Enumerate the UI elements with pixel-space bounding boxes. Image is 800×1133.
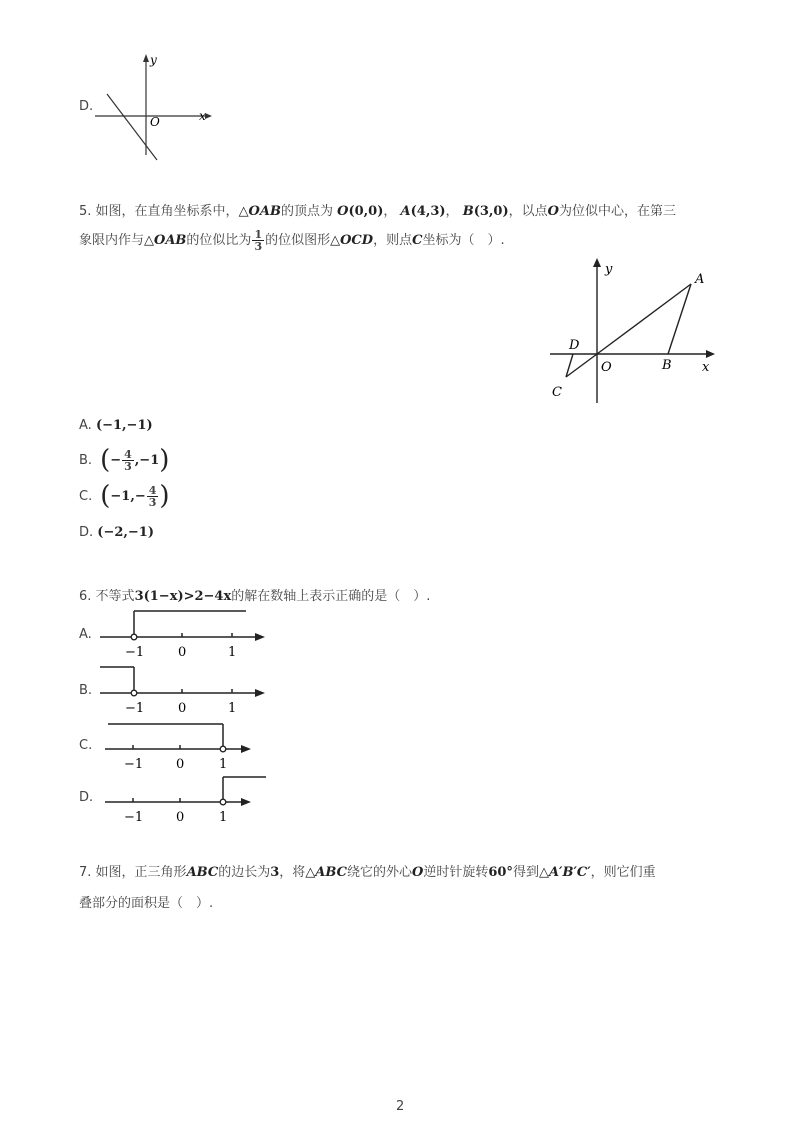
q5-option-c[interactable] bbox=[79, 479, 170, 513]
q6-option-b-tick: 0 bbox=[178, 701, 187, 716]
q6-option-c-tick: −1 bbox=[124, 757, 144, 772]
q5-text: 的位似比为 bbox=[186, 233, 252, 248]
page-number: 2 bbox=[396, 1099, 405, 1114]
q7-number: 7. bbox=[79, 865, 92, 880]
q5-figure bbox=[545, 255, 720, 407]
q5-text: 坐标为（ ）. bbox=[422, 233, 505, 248]
q5-line-1 bbox=[79, 200, 676, 219]
q5-option-b-fraction: $\frac{4}{3}$ bbox=[124, 447, 132, 473]
q7-text: ，则它们重 bbox=[590, 865, 656, 880]
q5-option-a[interactable] bbox=[79, 418, 153, 433]
q7-text: 的边长为 bbox=[218, 865, 271, 880]
q7-text: ，将 bbox=[279, 865, 306, 880]
q5-coord-a: (4,3) bbox=[410, 204, 446, 219]
q5-label-b: B bbox=[662, 358, 672, 373]
q6-option-c-label[interactable]: C. bbox=[79, 738, 93, 753]
q4-axis-x-label: x bbox=[199, 109, 206, 123]
q7-tri-abc: △ABC bbox=[305, 865, 347, 880]
q6-option-b-tick: 1 bbox=[228, 701, 237, 716]
q7-abc: ABC bbox=[186, 865, 219, 880]
q5-text: ，以点 bbox=[508, 204, 548, 219]
q7-text: 如图，正三角形 bbox=[95, 865, 187, 880]
q6-option-a-tick: 1 bbox=[228, 645, 237, 660]
q5-option-c-lparen: ( bbox=[100, 481, 111, 511]
q5-option-d[interactable] bbox=[79, 525, 154, 540]
q7-text: 绕它的外心 bbox=[346, 865, 412, 880]
q5-text: 象限内作与 bbox=[79, 233, 145, 248]
q6-option-b-tick: −1 bbox=[125, 701, 145, 716]
q6-option-d-numberline bbox=[100, 770, 270, 825]
q6-text: 不等式 bbox=[95, 589, 135, 604]
q6-option-d-tick: 0 bbox=[176, 810, 185, 825]
q6-stem bbox=[79, 585, 430, 604]
q5-option-c-fraction: $\frac{4}{3}$ bbox=[148, 483, 157, 509]
q5-line-2 bbox=[79, 229, 505, 252]
q5-tri-oab-2: △OAB bbox=[144, 233, 187, 248]
q4-axis-y-label: y bbox=[150, 53, 157, 67]
q5-option-b-neg: − bbox=[110, 452, 122, 468]
q5-option-b[interactable] bbox=[79, 443, 169, 477]
q7-line-1 bbox=[79, 861, 656, 880]
q6-option-d-tick: −1 bbox=[124, 810, 144, 825]
q7-text: 逆时针旋转 bbox=[423, 865, 489, 880]
q6-option-a-tick: 0 bbox=[178, 645, 187, 660]
q5-axis-y-label: y bbox=[605, 262, 613, 277]
q5-label-o: O bbox=[601, 360, 612, 375]
q6-option-b-numberline bbox=[95, 661, 275, 716]
q5-coord-o: (0,0) bbox=[348, 204, 384, 219]
q5-center-o: O bbox=[547, 204, 559, 219]
q6-option-c-tick: 1 bbox=[219, 757, 228, 772]
q5-option-d-label: D. bbox=[79, 525, 94, 540]
q5-text: 为位似中心，在第三 bbox=[558, 204, 676, 219]
q5-sep: ， bbox=[445, 204, 459, 219]
q6-option-c-numberline bbox=[100, 717, 265, 772]
q5-text: 的位似图形 bbox=[265, 233, 331, 248]
q5-coord-b: (3,0) bbox=[473, 204, 509, 219]
q7-tri-prime: △A′B′C′ bbox=[538, 865, 591, 880]
q5-option-c-label: C. bbox=[79, 488, 93, 504]
q7-side-length: 3 bbox=[270, 865, 280, 880]
q5-point-c: C bbox=[412, 233, 423, 248]
q7-line-2: 叠部分的面积是（ ）. bbox=[79, 896, 214, 911]
q5-option-b-lparen: ( bbox=[100, 445, 111, 475]
q6-option-b-label[interactable]: B. bbox=[79, 683, 93, 698]
q5-point-o: O bbox=[337, 204, 349, 219]
q6-option-d-label[interactable]: D. bbox=[79, 790, 94, 805]
q4-option-d-graph bbox=[95, 50, 220, 165]
q5-option-c-rparen: ) bbox=[159, 481, 170, 511]
q5-sep: ， bbox=[383, 204, 397, 219]
q5-label-c: C bbox=[552, 385, 562, 400]
q5-option-d-value: (−2,−1) bbox=[97, 525, 155, 540]
q5-label-a: A bbox=[695, 272, 705, 287]
q5-tri-oab: △OAB bbox=[238, 204, 281, 219]
q5-option-a-value: (−1,−1) bbox=[95, 418, 153, 433]
q5-text: 如图，在直角坐标系中， bbox=[95, 204, 239, 219]
q5-tri-ocd: △OCD bbox=[330, 233, 374, 248]
q5-axis-x-label: x bbox=[702, 360, 710, 375]
q5-number: 5. bbox=[79, 204, 92, 219]
q5-label-d: D bbox=[569, 338, 580, 353]
q6-number: 6. bbox=[79, 589, 92, 604]
q4-origin-label: O bbox=[150, 115, 160, 129]
q5-option-b-rparen: ) bbox=[159, 445, 170, 475]
q5-option-a-label: A. bbox=[79, 418, 92, 433]
q6-option-a-label[interactable]: A. bbox=[79, 627, 92, 642]
q5-text: 的顶点为 bbox=[280, 204, 333, 219]
q7-angle: 60° bbox=[488, 865, 513, 880]
q5-ratio-fraction: $\frac{1}{3}$ bbox=[254, 228, 263, 253]
q6-option-c-tick: 0 bbox=[176, 757, 185, 772]
q6-option-a-numberline bbox=[95, 605, 275, 660]
q7-center-o: O bbox=[412, 865, 424, 880]
q6-text: 的解在数轴上表示正确的是（ ）. bbox=[231, 589, 431, 604]
q4-option-d-label: D. bbox=[79, 99, 94, 114]
q5-option-c-first: −1,− bbox=[110, 488, 146, 504]
q5-point-b: B bbox=[462, 204, 474, 219]
q5-point-a: A bbox=[400, 204, 411, 219]
q5-option-b-label: B. bbox=[79, 452, 93, 468]
q6-option-a-tick: −1 bbox=[125, 645, 145, 660]
q5-option-b-rest: ,−1 bbox=[134, 452, 160, 468]
q7-text: 得到 bbox=[512, 865, 539, 880]
q6-inequality: 3(1−x)>2−4x bbox=[134, 589, 232, 604]
q6-option-d-tick: 1 bbox=[219, 810, 228, 825]
q5-text: ，则点 bbox=[373, 233, 413, 248]
